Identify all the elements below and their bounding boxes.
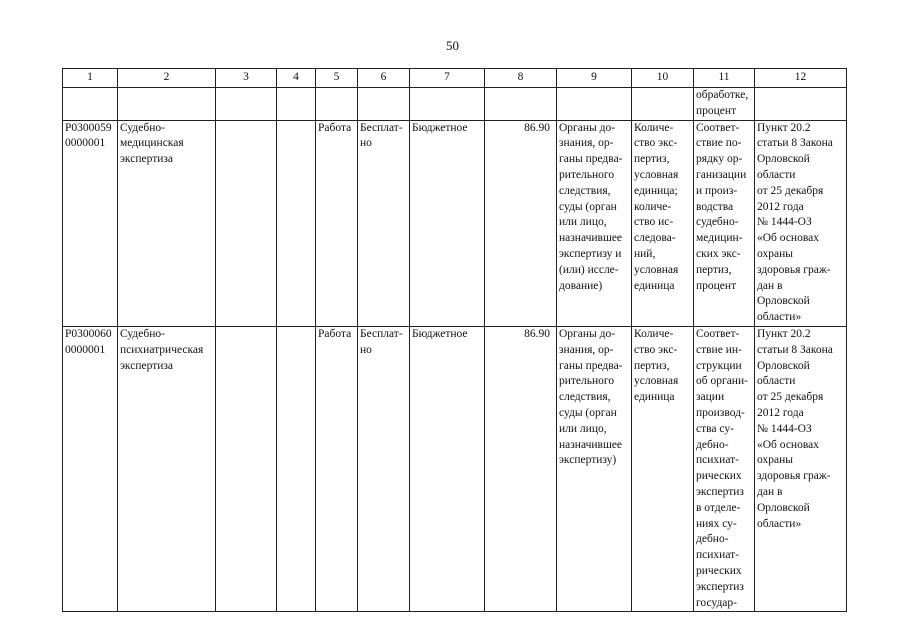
table-cell: 86.90 [485,120,557,326]
col-header: 2 [118,69,216,88]
table-cell: Бесплат- но [358,120,410,326]
table-cell [63,88,118,121]
table-cell [277,88,316,121]
table-cell: Соответ- ствие ин- струкции об органи- зации производ- ства су- дебно- психиат- рических экспертиз в отделе- ниях су- дебно- психиат- рических экспертиз государ- [694,326,755,611]
table-cell [216,326,277,611]
header-row [63,69,847,88]
col-header: 12 [755,69,847,88]
table-cell [410,88,485,121]
table-cell: 86.90 [485,326,557,611]
table-cell: Органы до- знания, ор- ганы предва- рительного следствия, суды (орган или лицо, назначившее экспертизу) [557,326,632,611]
table-cell [358,88,410,121]
table-cell [277,326,316,611]
table-cell: Судебно- психиатрическая экспертиза [118,326,216,611]
col-header: 8 [485,69,557,88]
table-cell [557,88,632,121]
table-cell: Р0300059 0000001 [63,120,118,326]
col-header: 7 [410,69,485,88]
table-cell: Бюджетное [410,326,485,611]
table-cell: Работа [316,120,358,326]
table-cell: Судебно- медицинская экспертиза [118,120,216,326]
table-cell: Пункт 20.2 статьи 8 Закона Орловской области от 25 декабря 2012 года № 1444-ОЗ «Об основах охраны здоровья граж- дан в Орловской области» [755,326,847,611]
col-header: 10 [632,69,694,88]
col-header: 6 [358,69,410,88]
table-cell [118,88,216,121]
col-header: 11 [694,69,755,88]
table-cell: Количе- ство экс- пертиз, условная единица; количе- ство ис- следова- ний, условная единица [632,120,694,326]
table-cell [316,88,358,121]
table-cell [277,120,316,326]
table-cell [632,88,694,121]
registry-table [62,68,847,612]
table-cell [485,88,557,121]
table-cell: Бюджетное [410,120,485,326]
table-cell: Пункт 20.2 статьи 8 Закона Орловской области от 25 декабря 2012 года № 1444-ОЗ «Об основах охраны здоровья граж- дан в Орловской области» [755,120,847,326]
table-row [63,326,847,611]
table-cell: Р0300060 0000001 [63,326,118,611]
table-row [63,88,847,121]
table-cell: Бесплат- но [358,326,410,611]
table-cell: Количе- ство экс- пертиз, условная единица [632,326,694,611]
col-header: 1 [63,69,118,88]
table-cell [216,88,277,121]
table-cell: Органы до- знания, ор- ганы предва- рительного следствия, суды (орган или лицо, назначившее экспертизу и (или) иссле- дование) [557,120,632,326]
col-header: 5 [316,69,358,88]
table-cell: Соответ- ствие по- рядку ор- ганизации и произ- водства судебно- медицин- ских экс- пертиз, процент [694,120,755,326]
col-header: 3 [216,69,277,88]
page-number: 50 [446,38,459,53]
table-cell: Работа [316,326,358,611]
table-row [63,120,847,326]
table-cell [755,88,847,121]
table-cell [216,120,277,326]
col-header: 9 [557,69,632,88]
col-header: 4 [277,69,316,88]
table-cell: обработке, процент [694,88,755,121]
